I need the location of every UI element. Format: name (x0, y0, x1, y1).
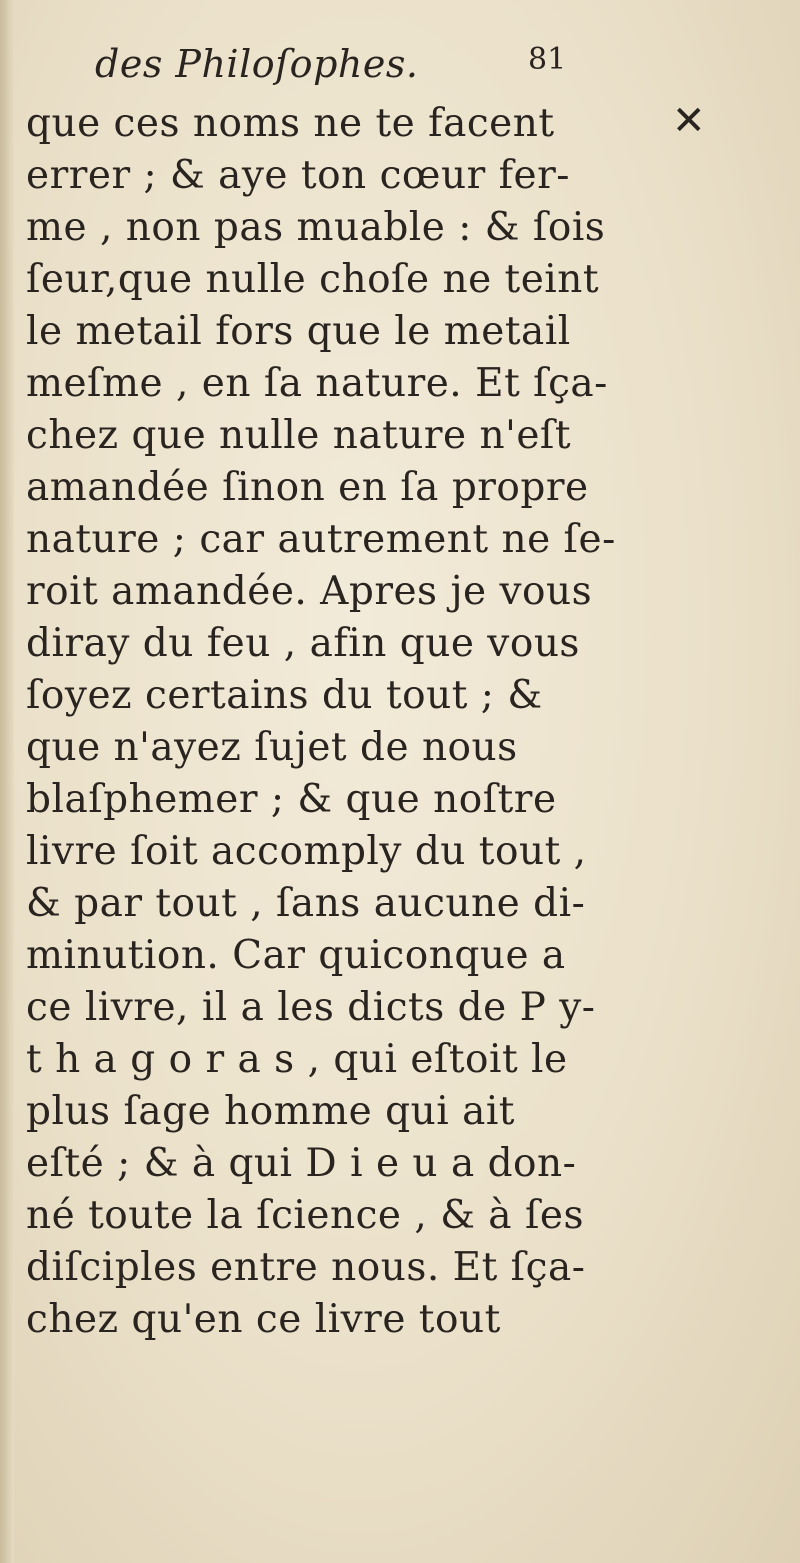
text-line: minution. Car quiconque a (26, 933, 566, 978)
text-line: le metail fors que le metail (26, 309, 571, 354)
text-line: né toute la ſcience , & à ſes (26, 1193, 584, 1238)
text-line: chez qu'en ce livre tout (26, 1297, 501, 1342)
text-line: & par tout , ſans aucune di- (26, 881, 586, 926)
text-line: ce livre, il a les dicts de P y- (26, 985, 596, 1030)
text-line: errer ; & aye ton cœur fer- (26, 153, 570, 198)
text-line: ſoyez certains du tout ; & (26, 673, 543, 718)
text-line: amandée ſinon en ſa propre (26, 465, 589, 510)
text-line: diray du feu , afin que vous (26, 621, 580, 666)
text-line: eſté ; & à qui D i e u a don- (26, 1141, 577, 1186)
page-number: 81 (528, 42, 567, 77)
text-line: chez que nulle nature n'eſt (26, 413, 572, 458)
margin-annotation-mark: ✕ (672, 98, 706, 144)
text-line: ſeur,que nulle choſe ne teint (26, 257, 600, 302)
text-line: meſme , en ſa nature. Et ſça- (26, 361, 608, 406)
text-line: plus ſage homme qui ait (26, 1089, 515, 1134)
text-line: t h a g o r a s , qui eſtoit le (26, 1037, 568, 1082)
text-line: nature ; car autrement ne ſe- (26, 517, 616, 562)
text-line: livre ſoit accomply du tout , (26, 829, 587, 874)
text-line: que n'ayez ſujet de nous (26, 725, 518, 770)
text-line: blaſphemer ; & que noſtre (26, 777, 557, 822)
text-line: diſciples entre nous. Et ſça- (26, 1245, 586, 1290)
running-title: des Philoſophes. (95, 42, 419, 86)
text-line: me , non pas muable : & ſois (26, 205, 606, 250)
body-text (26, 98, 646, 1346)
text-line: que ces noms ne te facent (26, 101, 555, 146)
page-gutter (0, 0, 14, 1563)
text-line: roit amandée. Apres je vous (26, 569, 593, 614)
